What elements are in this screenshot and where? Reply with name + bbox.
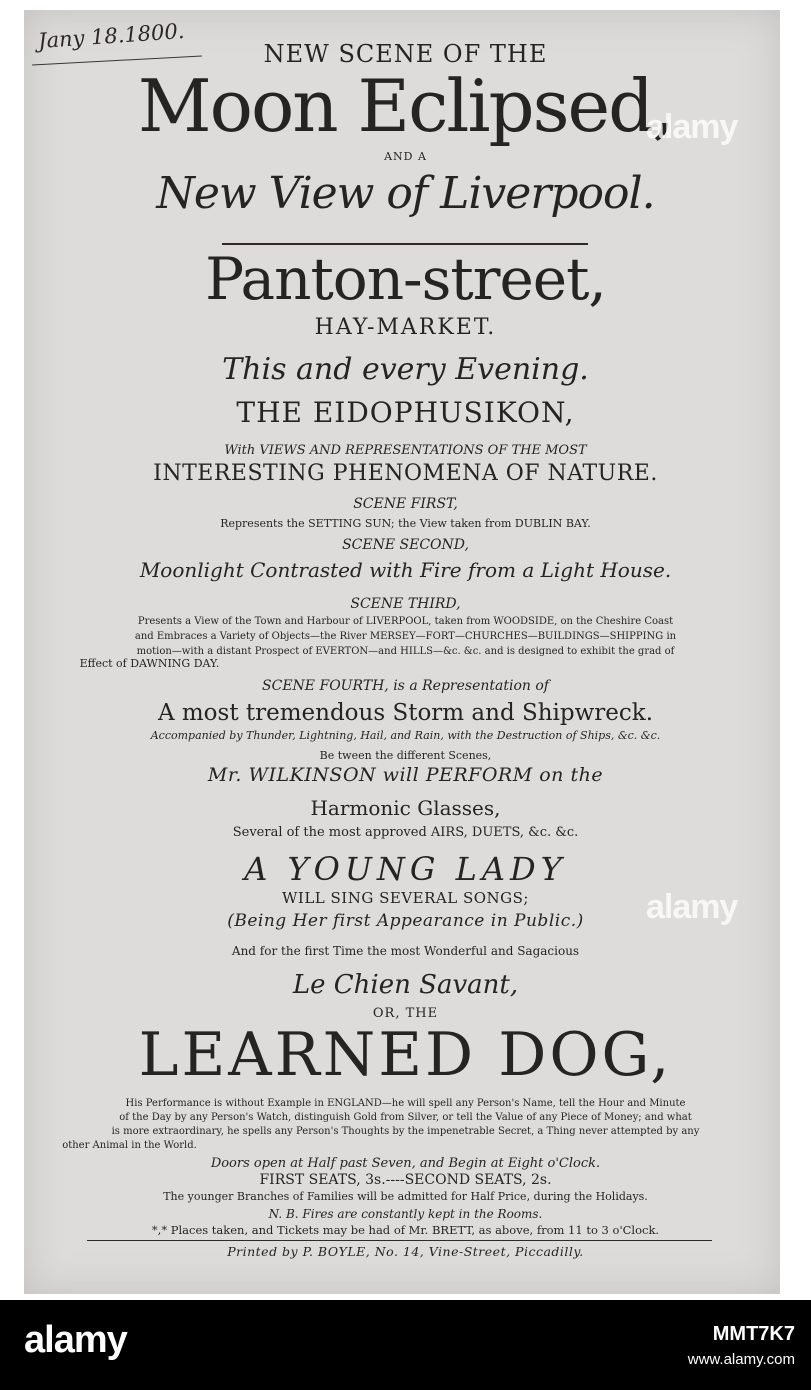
text-wonderful-sagacious: And for the first Time the most Wonderful and Sagacious (231, 944, 580, 958)
scene-second-label: SCENE SECOND, (342, 537, 469, 553)
heading-learned-dog: LEARNED DOG, (138, 1020, 673, 1090)
heading-new-scene: NEW SCENE OF THE (263, 40, 548, 68)
text-between-scenes: Be tween the different Scenes, (319, 749, 492, 762)
title-panton-street: Panton-street, (205, 245, 606, 313)
stock-brand-logo: alamy (24, 1319, 127, 1361)
footer-rule (87, 1240, 712, 1241)
scene-second-text: Moonlight Contrasted with Fire from a Light House. (139, 558, 672, 582)
text-and-a: AND A (384, 150, 427, 163)
text-airs-duets: Several of the most approved AIRS, DUETS, &c. &c. (232, 825, 579, 840)
scene-first-text: Represents the SETTING SUN; the View taken from DUBLIN BAY. (220, 517, 591, 530)
title-new-view-liverpool: New View of Liverpool. (156, 168, 655, 219)
watermark-right-bottom: alamy (646, 888, 738, 926)
heading-harmonic-glasses: Harmonic Glasses, (310, 796, 501, 820)
scene-third-line-2: and Embraces a Variety of Objects—the River MERSEY—FORT—CHURCHES—BUILDINGS—SHIPPING in (134, 631, 677, 642)
scene-first-label: SCENE FIRST, (353, 496, 458, 512)
text-views-representations: With VIEWS AND REPRESENTATIONS OF THE MOST (224, 443, 587, 458)
text-every-evening: This and every Evening. (222, 352, 589, 387)
text-or-the: OR, THE (372, 1006, 439, 1021)
text-thunder-lightning: Accompanied by Thunder, Lightning, Hail, and Rain, with the Destruction of Ships, &c. &c. (150, 729, 661, 742)
text-first-appearance: (Being Her first Appearance in Public.) (227, 911, 584, 931)
text-wilkinson: Mr. WILKINSON will PERFORM on the (207, 764, 604, 786)
text-fires-kept: N. B. Fires are constantly kept in the Rooms. (268, 1207, 543, 1221)
scene-third-line-1: Presents a View of the Town and Harbour of LIVERPOOL, taken from WOODSIDE, on the Cheshire Coast (137, 616, 674, 627)
scene-third-line-3: motion—with a distant Prospect of EVERTON—and HILLS—&c. &c. and is designed to exhibit the grad of (136, 646, 675, 657)
text-places-tickets: *,* Places taken, and Tickets may be had of Mr. BRETT, as above, from 11 to 3 o'Clock. (151, 1223, 660, 1237)
heading-eidophusikon: THE EIDOPHUSIKON, (236, 396, 575, 429)
title-moon-eclipsed: Moon Eclipsed, (137, 64, 674, 148)
text-doors-open: Doors open at Half past Seven, and Begin at Eight o'Clock. (210, 1156, 601, 1171)
heading-phenomena: INTERESTING PHENOMENA OF NATURE. (153, 461, 658, 486)
stock-image-code: MMT7K7 (712, 1323, 795, 1345)
scene-third-line-4: Effect of DAWNING DAY. (79, 657, 220, 670)
text-sing-songs: WILL SING SEVERAL SONGS; (282, 889, 529, 907)
handwritten-date: Jany 18.1800. (37, 18, 186, 54)
dog-text-line-2: of the Day by any Person's Watch, distinguish Gold from Silver, or tell the Value of any Piece of Money; and what (119, 1112, 692, 1123)
dog-text-line-4: other Animal in the World. (62, 1140, 197, 1151)
heading-storm-shipwreck: A most tremendous Storm and Shipwreck. (157, 700, 654, 726)
scene-third-label: SCENE THIRD, (350, 596, 461, 612)
watermark-right-top: alamy (646, 108, 738, 146)
heading-young-lady: A YOUNG LADY (244, 850, 567, 888)
text-hay-market: HAY-MARKET. (314, 315, 497, 340)
stock-url: www.alamy.com (687, 1351, 795, 1368)
scene-fourth-label: SCENE FOURTH, is a Representation of (262, 678, 549, 694)
dog-text-line-1: His Performance is without Example in ENGLAND—he will spell any Person's Name, tell the Hour and Minute (125, 1098, 686, 1109)
text-half-price: The younger Branches of Families will be admitted for Half Price, during the Holidays. (163, 1190, 648, 1203)
dog-text-line-3: is more extraordinary, he spells any Person's Thoughts by the impenetrable Secret, a Thing never attempted by any (111, 1126, 700, 1137)
heading-chien-savant: Le Chien Savant, (292, 970, 519, 1000)
text-seat-prices: FIRST SEATS, 3s.----SECOND SEATS, 2s. (259, 1172, 552, 1188)
text-printer: Printed by P. BOYLE, No. 14, Vine-Street, Piccadilly. (227, 1244, 584, 1259)
